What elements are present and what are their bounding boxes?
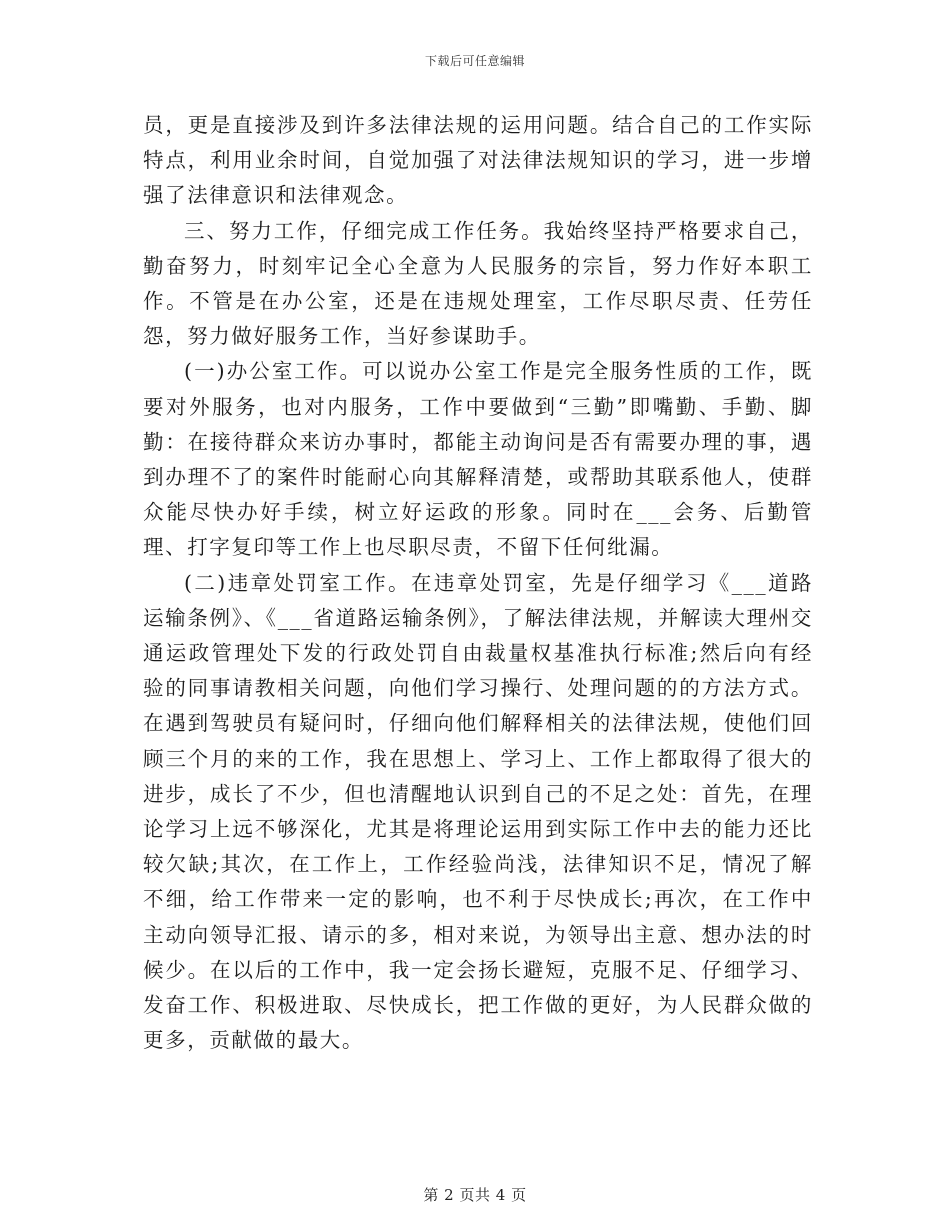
paragraph-office-work: (一)办公室工作。可以说办公室工作是完全服务性质的工作，既要对外服务，也对内服务，工作中要做到“三勤”即嘴勤、手勤、脚勤：在接待群众来访办事时，都能主动询问是否有需要办理的事，遇到办理不了的案件时能耐心向其解释清楚，或帮助其联系他人，使群众能尽快办好手续，树立好运政的形象。同时在___会务、后勤管理、打字复印等工作上也尽职尽责，不留下任何纰漏。 (143, 359, 813, 560)
paragraph-violation-office: (二)违章处罚室工作。在违章处罚室，先是仔细学习《___道路运输条例》、《___省道路运输条例》，了解法律法规，并解读大理州交通运政管理处下发的行政处罚自由裁量权基准执行标准;然后向有经验的同事请教相关问题，向他们学习操行、处理问题的的方法方式。在遇到驾驶员有疑问时，仔细向他们解释相关的法律法规，使他们回顾三个月的来的工作，我在思想上、学习上、工作上都取得了很大的进步，成长了不少，但也清醒地认识到自己的不足之处：首先，在理论学习上远不够深化，尤其是将理论运用到实际工作中去的能力还比较欠缺;其次，在工作上，工作经验尚浅，法律知识不足，情况了解不细，给工作带来一定的影响，也不利于尽快成长;再次，在工作中主动向领导汇报、请示的多，相对来说，为领导出主意、想办法的时候少。在以后的工作中，我一定会扬长避短，克服不足、仔细学习、发奋工作、积极进取、尽快成长，把工作做的更好，为人民群众做的更多，贡献做的最大。 (143, 570, 813, 1053)
page-header: 下载后可任意编辑 (424, 54, 525, 68)
paragraph-section-three: 三、努力工作，仔细完成工作任务。我始终坚持严格要求自己，勤奋努力，时刻牢记全心全意为人民服务的宗旨，努力作好本职工作。不管是在办公室，还是在违规处理室，工作尽职尽责、任劳任怨，努力做好服务工作，当好参谋助手。 (143, 218, 813, 349)
document-body (143, 108, 813, 1058)
paragraph-continued: 员，更是直接涉及到许多法律法规的运用问题。结合自己的工作实际特点，利用业余时间，自觉加强了对法律法规知识的学习，进一步增强了法律意识和法律观念。 (143, 113, 813, 208)
page-footer: 第 2 页共 4 页 (423, 1186, 527, 1204)
